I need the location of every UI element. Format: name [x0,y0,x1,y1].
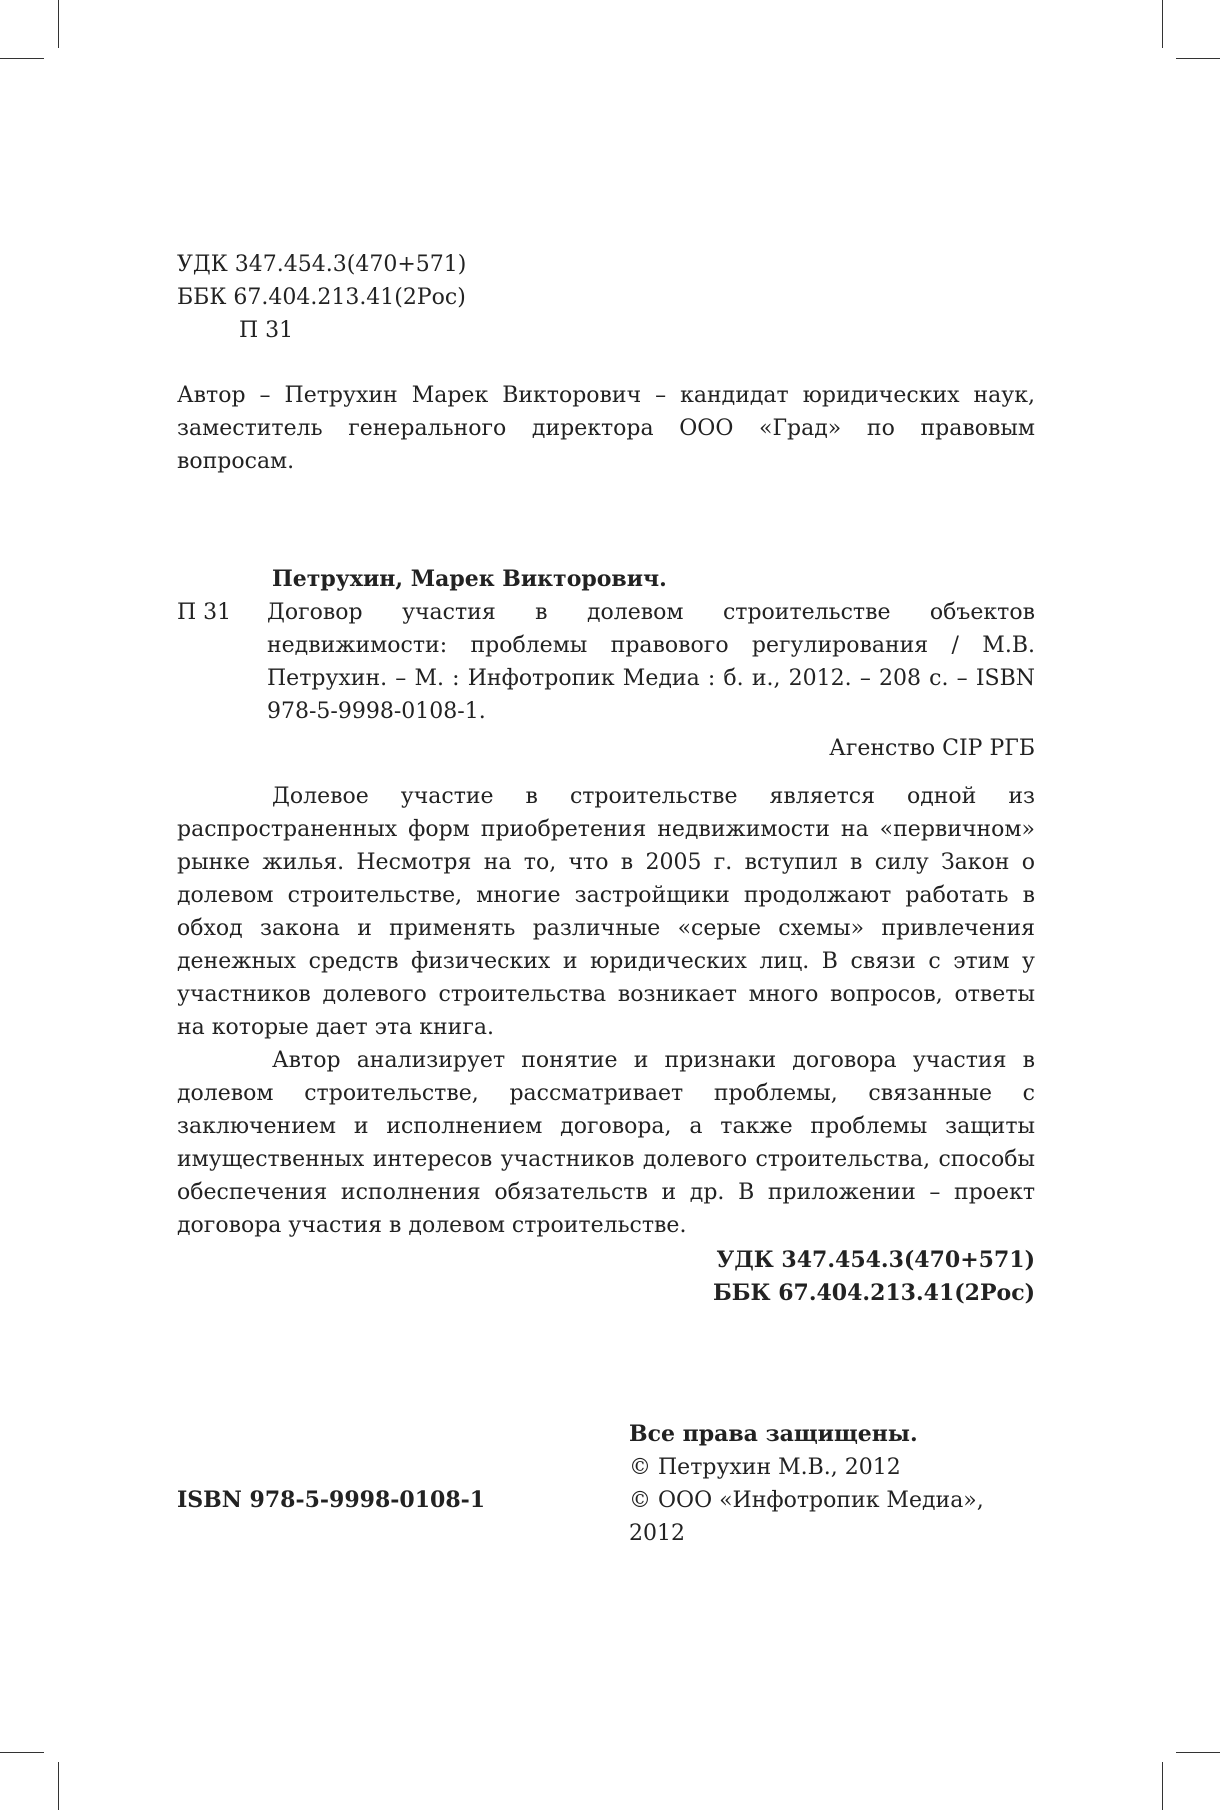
footer-udk-code: УДК 347.454.3(470+571) [716,1247,1035,1273]
annotation-paragraph: Долевое участие в строительстве является одной из распространенных форм приобретения недвижимости на «первичном» рынке жилья. Несмотря на то, что в 2005 г. вступил в силу Закон о долевом строительстве, многие застройщики продолжают работать в обход закона и применять различные «серые схемы» привлечения денежных средств физических и юридических лиц. В связи с этим у участников долевого строительства возникает много вопросов, ответы на которые дает эта книга. [177,784,1035,1040]
crop-mark-top-left-vertical [58,0,59,48]
annotation-paragraph: Автор анализирует понятие и признаки договора участия в долевом строительстве, рассматривает проблемы, связанные с заключением и исполнением договора, а также проблемы защиты имущественных интересов участников долевого строительства, способы обеспечения исполнения обязательств и др. В приложении – проект договора участия в долевом строительстве. [177,1048,1035,1238]
crop-mark-bottom-left-horizontal [0,1752,44,1753]
catalog-heading: Петрухин, Марек Викторович. [272,566,667,592]
crop-mark-bottom-right-horizontal [1176,1752,1220,1753]
catalog-index: П 31 [177,600,232,625]
rights-reserved: Все права защищены. [629,1421,918,1447]
catalog-agency: Агенство CIP РГБ [829,736,1035,761]
catalog-entry-row [177,596,1035,728]
catalog-card [177,563,1035,765]
bbk-code: ББК 67.404.213.41(2Рос) [177,285,466,310]
udk-code: УДК 347.454.3(470+571) [177,252,467,277]
rights-block [629,1418,1035,1550]
crop-mark-bottom-right-vertical [1162,1762,1163,1810]
crop-mark-bottom-left-vertical [58,1762,59,1810]
footer-codes [177,1244,1035,1310]
copyright-publisher: © ООО «Инфотропик Медиа», 2012 [629,1488,984,1546]
annotation [177,780,1035,1242]
author-note: Автор – Петрухин Марек Викторович – кандидат юридических наук, заместитель генерального директора ООО «Град» по правовым вопросам. [177,383,1035,474]
crop-mark-top-right-horizontal [1176,58,1220,59]
author-mark: П 31 [239,318,294,343]
copyright-author: © Петрухин М.В., 2012 [629,1455,901,1480]
footer-bbk-code: ББК 67.404.213.41(2Рос) [712,1280,1035,1306]
crop-mark-top-right-vertical [1162,0,1163,48]
isbn: ISBN 978-5-9998-0108-1 [177,1487,486,1513]
crop-mark-top-left-horizontal [0,58,44,59]
classification-header [177,248,1035,347]
catalog-entry: Договор участия в долевом строительстве объектов недвижимости: проблемы правового регулирования / М.В. Петрухин. – М. : Инфотропик Медиа : б. и., 2012. – 208 с. – ISBN 978-5-9998-0108-1. [267,600,1035,724]
